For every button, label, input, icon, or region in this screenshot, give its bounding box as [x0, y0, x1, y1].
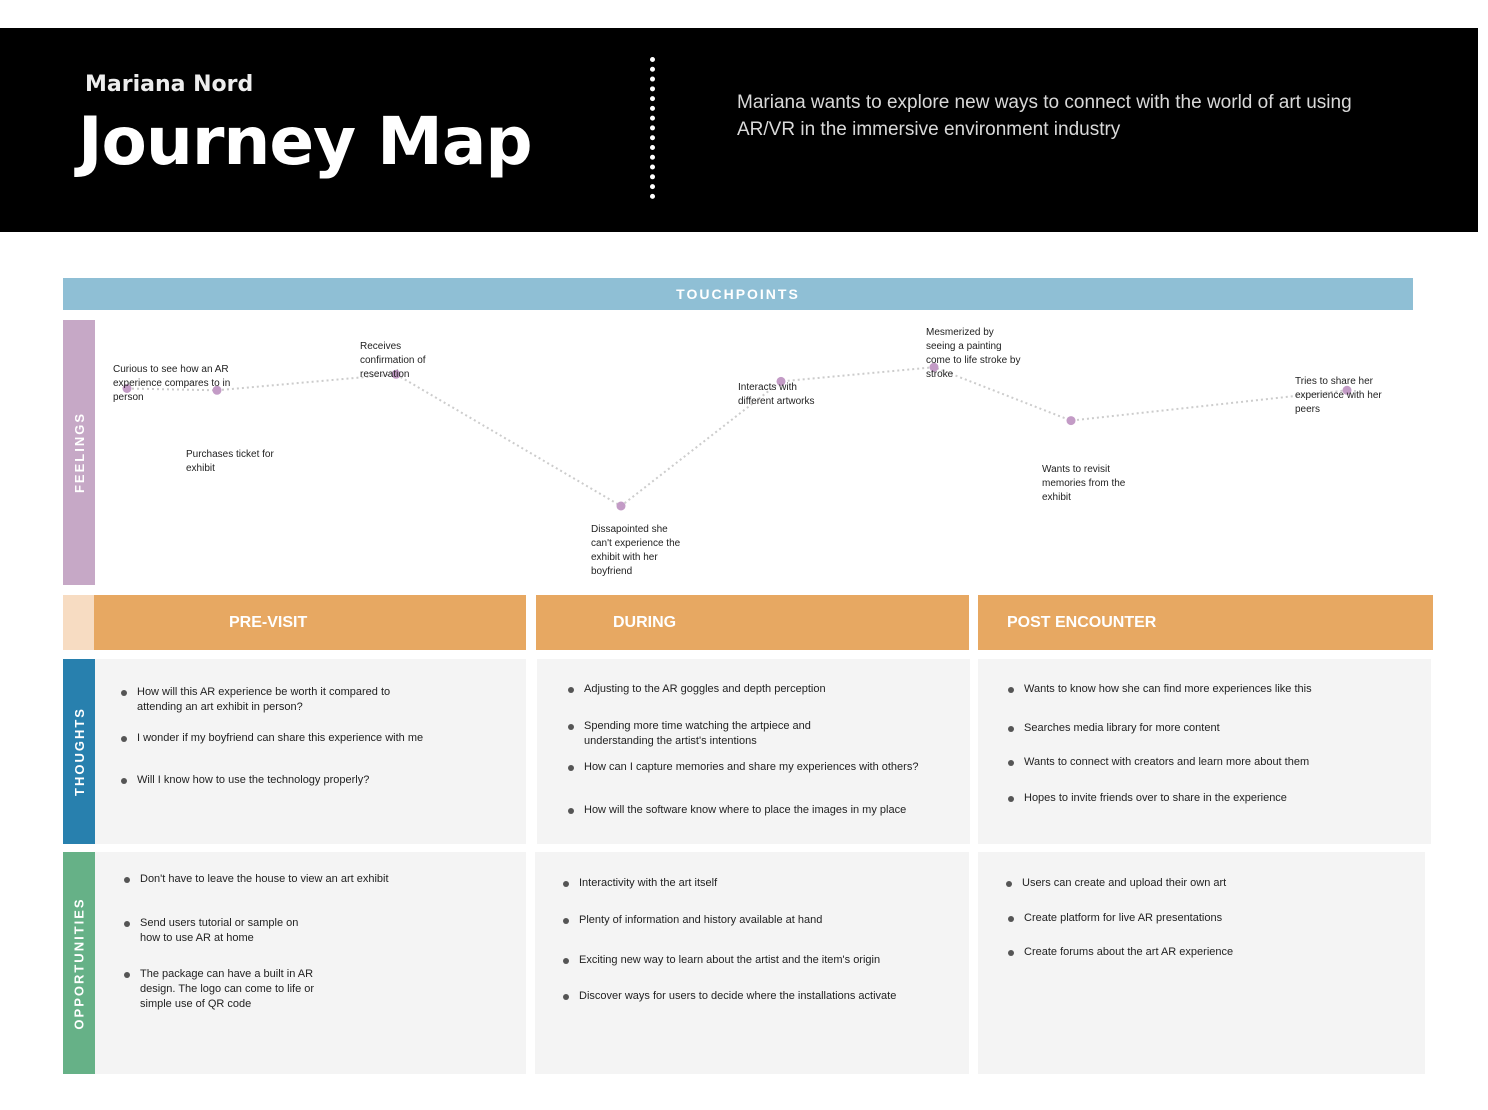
- phase-post-encounter: POST ENCOUNTER: [978, 595, 1433, 650]
- list-item: Interactivity with the art itself: [563, 876, 959, 891]
- feeling-point: [617, 502, 626, 511]
- thoughts-post-encounter: [978, 659, 1431, 844]
- list-item: Wants to connect with creators and learn more about them: [1008, 755, 1424, 770]
- persona-summary: Mariana wants to explore new ways to connect with the world of art using AR/VR in the immersive environment industry: [737, 92, 1352, 140]
- feeling-note: Curious to see how an AR experience compares to in person: [113, 364, 231, 403]
- feeling-note: Purchases ticket for exhibit: [186, 449, 274, 474]
- list-item: Exciting new way to learn about the artist and the item's origin: [563, 953, 959, 968]
- feeling-note: Wants to revisit memories from the exhibit: [1042, 464, 1126, 503]
- feeling-note: Dissapointed she can't experience the exhibit with her boyfriend: [591, 524, 681, 577]
- feeling-note: Receives confirmation of reservation: [360, 341, 426, 380]
- list-item: Create forums about the art AR experience: [1008, 945, 1424, 960]
- list-item: The package can have a built in AR design. The logo can come to life or simple use of QR code: [124, 967, 320, 1012]
- opportunities-row-label: [63, 852, 95, 1074]
- list-item: Plenty of information and history available at hand: [563, 913, 959, 928]
- persona-name: Mariana Nord: [85, 72, 254, 97]
- phase-pre-visit: PRE-VISIT: [94, 595, 526, 650]
- list-item: I wonder if my boyfriend can share this experience with me: [121, 731, 457, 746]
- feelings-line: [127, 367, 1347, 506]
- list-item: Discover ways for users to decide where the installations activate: [563, 989, 959, 1004]
- list-item: Users can create and upload their own art: [1006, 876, 1422, 891]
- list-item: How can I capture memories and share my experiences with others?: [568, 760, 964, 775]
- list-item: Don't have to leave the house to view an art exhibit: [124, 872, 460, 887]
- list-item: Will I know how to use the technology properly?: [121, 773, 457, 788]
- thoughts-during: [537, 659, 970, 844]
- thoughts-pre-visit: [95, 659, 526, 844]
- opportunities-pre-visit: [95, 852, 526, 1074]
- list-item: Create platform for live AR presentations: [1008, 911, 1424, 926]
- feeling-point: [1067, 416, 1076, 425]
- opportunities-post-encounter: [978, 852, 1425, 1074]
- touchpoints-bar: TOUCHPOINTS: [63, 278, 1413, 310]
- opportunities-during: [535, 852, 969, 1074]
- thoughts-label: THOUGHTS: [71, 707, 87, 796]
- list-item: Searches media library for more content: [1008, 721, 1424, 736]
- page-title: Journey Map: [78, 103, 532, 180]
- phase-during: DURING: [536, 595, 969, 650]
- feeling-note: Mesmerized by seeing a painting come to life stroke by stroke: [926, 327, 1021, 380]
- list-item: Wants to know how she can find more experiences like this: [1008, 682, 1424, 697]
- thoughts-row-label: [63, 659, 95, 844]
- list-item: Hopes to invite friends over to share in the experience: [1008, 791, 1424, 806]
- phase-header-lead: [63, 595, 94, 650]
- feeling-note: Interacts with different artworks: [738, 382, 815, 407]
- feeling-note: Tries to share her experience with her peers: [1295, 376, 1382, 415]
- list-item: Adjusting to the AR goggles and depth perception: [568, 682, 924, 697]
- opportunities-label: OPPORTUNITIES: [71, 896, 87, 1030]
- list-item: How will this AR experience be worth it compared to attending an art exhibit in person?: [121, 685, 427, 715]
- list-item: Send users tutorial or sample on how to use AR at home: [124, 916, 320, 946]
- list-item: Spending more time watching the artpiece and understanding the artist's intentions: [568, 719, 844, 749]
- list-item: How will the software know where to place the images in my place: [568, 803, 964, 818]
- feelings-label: FEELINGS: [71, 411, 87, 494]
